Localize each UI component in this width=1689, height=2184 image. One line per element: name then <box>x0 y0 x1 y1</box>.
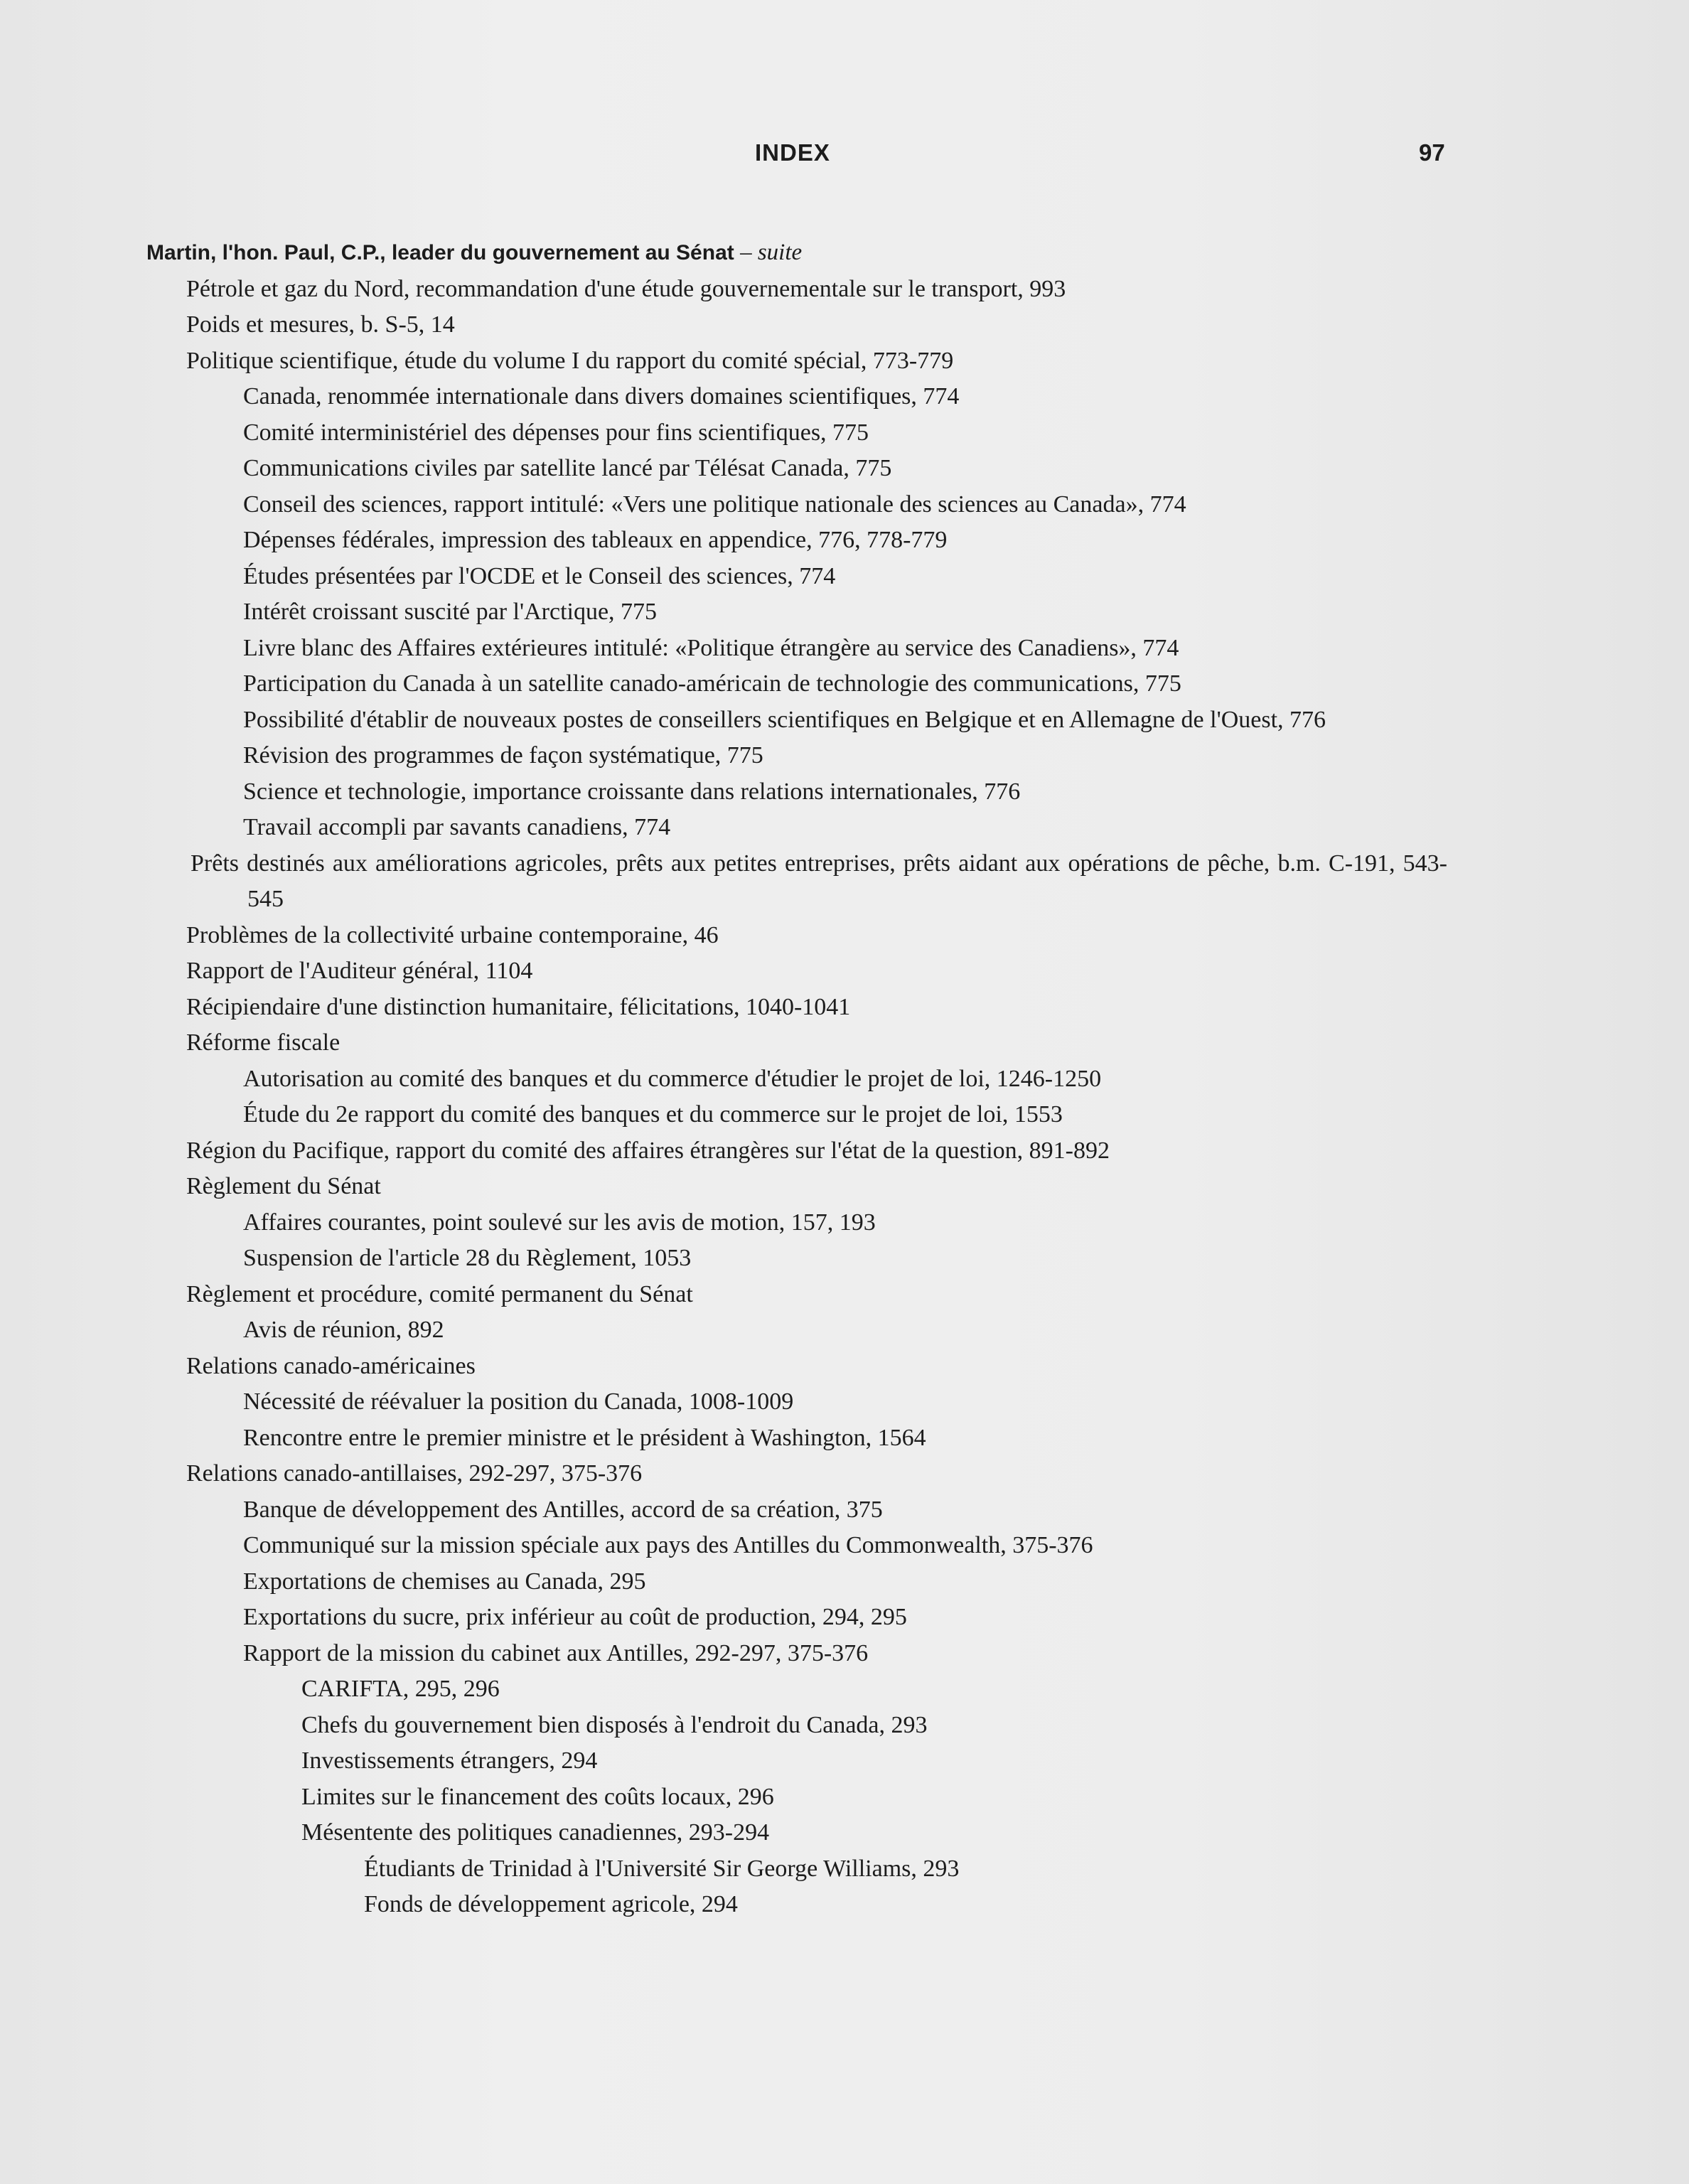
main-entry-name: Martin, l'hon. Paul, C.P., leader du gouvernement au Sénat <box>146 241 734 264</box>
index-entry-level-2: Comité interministériel des dépenses pour fins scientifiques, 775 <box>243 419 869 446</box>
index-entry-level-2: Suspension de l'article 28 du Règlement, 1053 <box>243 1245 692 1271</box>
index-entry-level-3: Investissements étrangers, 294 <box>301 1747 598 1774</box>
index-entry-level-2: Étude du 2e rapport du comité des banques et du commerce sur le projet de loi, 1553 <box>243 1101 1063 1128</box>
index-entry-level-1: Prêts destinés aux améliorations agricoles, prêts aux petites entreprises, prêts aidant aux opérations de pêche, b.m. C-191, 543-545 <box>191 850 1447 912</box>
index-entry-level-1: Région du Pacifique, rapport du comité des affaires étrangères sur l'état de la question, 891-892 <box>186 1137 1110 1164</box>
index-entry-level-1: Relations canado-antillaises, 292-297, 375-376 <box>186 1460 643 1487</box>
index-entries <box>0 235 1689 1923</box>
index-entry-level-2: Autorisation au comité des banques et du commerce d'étudier le projet de loi, 1246-1250 <box>243 1065 1102 1092</box>
index-entry-level-1: Poids et mesures, b. S-5, 14 <box>186 311 455 338</box>
index-entry-level-1: Pétrole et gaz du Nord, recommandation d'une étude gouvernementale sur le transport, 993 <box>186 275 1066 302</box>
page-number: 97 <box>1419 139 1445 166</box>
index-entry-level-2: Canada, renommée internationale dans divers domaines scientifiques, 774 <box>243 383 960 410</box>
index-entry-level-2: Science et technologie, importance croissante dans relations internationales, 776 <box>243 778 1021 805</box>
index-entry-level-1: Relations canado-américaines <box>186 1352 476 1379</box>
index-entry-level-2: Exportations du sucre, prix inférieur au coût de production, 294, 295 <box>243 1604 907 1630</box>
running-header-title: INDEX <box>755 139 830 166</box>
index-entry-level-1: Politique scientifique, étude du volume I du rapport du comité spécial, 773-779 <box>186 347 954 374</box>
index-entry-level-4: Étudiants de Trinidad à l'Université Sir George Williams, 293 <box>364 1855 960 1882</box>
index-entry-level-1: Rapport de l'Auditeur général, 1104 <box>186 958 533 984</box>
index-entry-level-4: Fonds de développement agricole, 294 <box>364 1891 738 1917</box>
index-entry-level-2: Rapport de la mission du cabinet aux Antilles, 292-297, 375-376 <box>243 1639 869 1666</box>
index-entry-level-2: Rencontre entre le premier ministre et le président à Washington, 1564 <box>243 1424 926 1451</box>
index-entry-level-2: Exportations de chemises au Canada, 295 <box>243 1568 646 1595</box>
index-entry-level-3: Mésentente des politiques canadiennes, 293-294 <box>301 1819 770 1846</box>
index-entry-level-1: Réforme fiscale <box>186 1029 341 1056</box>
index-entry-level-1: Problèmes de la collectivité urbaine contemporaine, 46 <box>186 921 719 948</box>
index-entry-level-2: Communications civiles par satellite lancé par Télésat Canada, 775 <box>243 455 892 481</box>
index-entry-level-2: Affaires courantes, point soulevé sur les avis de motion, 157, 193 <box>243 1209 876 1236</box>
index-entry-level-2: Révision des programmes de façon systématique, 775 <box>243 742 763 769</box>
index-entry-level-3: Limites sur le financement des coûts locaux, 296 <box>301 1783 774 1810</box>
index-entry-level-1: Règlement et procédure, comité permanent du Sénat <box>186 1280 693 1307</box>
main-entry-heading <box>0 235 1689 272</box>
index-entry-level-1: Règlement du Sénat <box>186 1173 381 1199</box>
index-entry-level-2: Dépenses fédérales, impression des tableaux en appendice, 776, 778-779 <box>243 527 948 553</box>
index-entry-level-3: Chefs du gouvernement bien disposés à l'endroit du Canada, 293 <box>301 1711 928 1738</box>
index-entry-level-2: Livre blanc des Affaires extérieures intitulé: «Politique étrangère au service des Canadiens», 774 <box>243 634 1179 661</box>
index-entry-level-3: CARIFTA, 295, 296 <box>301 1676 500 1702</box>
index-entry-level-2: Conseil des sciences, rapport intitulé: «Vers une politique nationale des sciences au Canada», 774 <box>243 491 1186 518</box>
index-entry-level-2: Avis de réunion, 892 <box>243 1317 444 1343</box>
index-entry-level-1: Récipiendaire d'une distinction humanitaire, félicitations, 1040-1041 <box>186 993 851 1020</box>
index-entry-level-2: Banque de développement des Antilles, accord de sa création, 375 <box>243 1496 883 1523</box>
index-entry-level-2: Participation du Canada à un satellite canado-américain de technologie des communications, 775 <box>243 670 1181 697</box>
index-entry-level-2: Travail accompli par savants canadiens, 774 <box>243 814 671 840</box>
index-entry-level-2: Nécessité de réévaluer la position du Canada, 1008-1009 <box>243 1388 794 1415</box>
index-entry-level-2: Possibilité d'établir de nouveaux postes de conseillers scientifiques en Belgique et en Allemagne de l'Ouest, 776 <box>243 706 1326 733</box>
suite-label: – suite <box>740 240 803 265</box>
index-entry-level-2: Études présentées par l'OCDE et le Conseil des sciences, 774 <box>243 562 836 589</box>
index-entry-level-2: Communiqué sur la mission spéciale aux pays des Antilles du Commonwealth, 375-376 <box>243 1532 1093 1558</box>
index-entry-level-2: Intérêt croissant suscité par l'Arctique, 775 <box>243 599 658 625</box>
